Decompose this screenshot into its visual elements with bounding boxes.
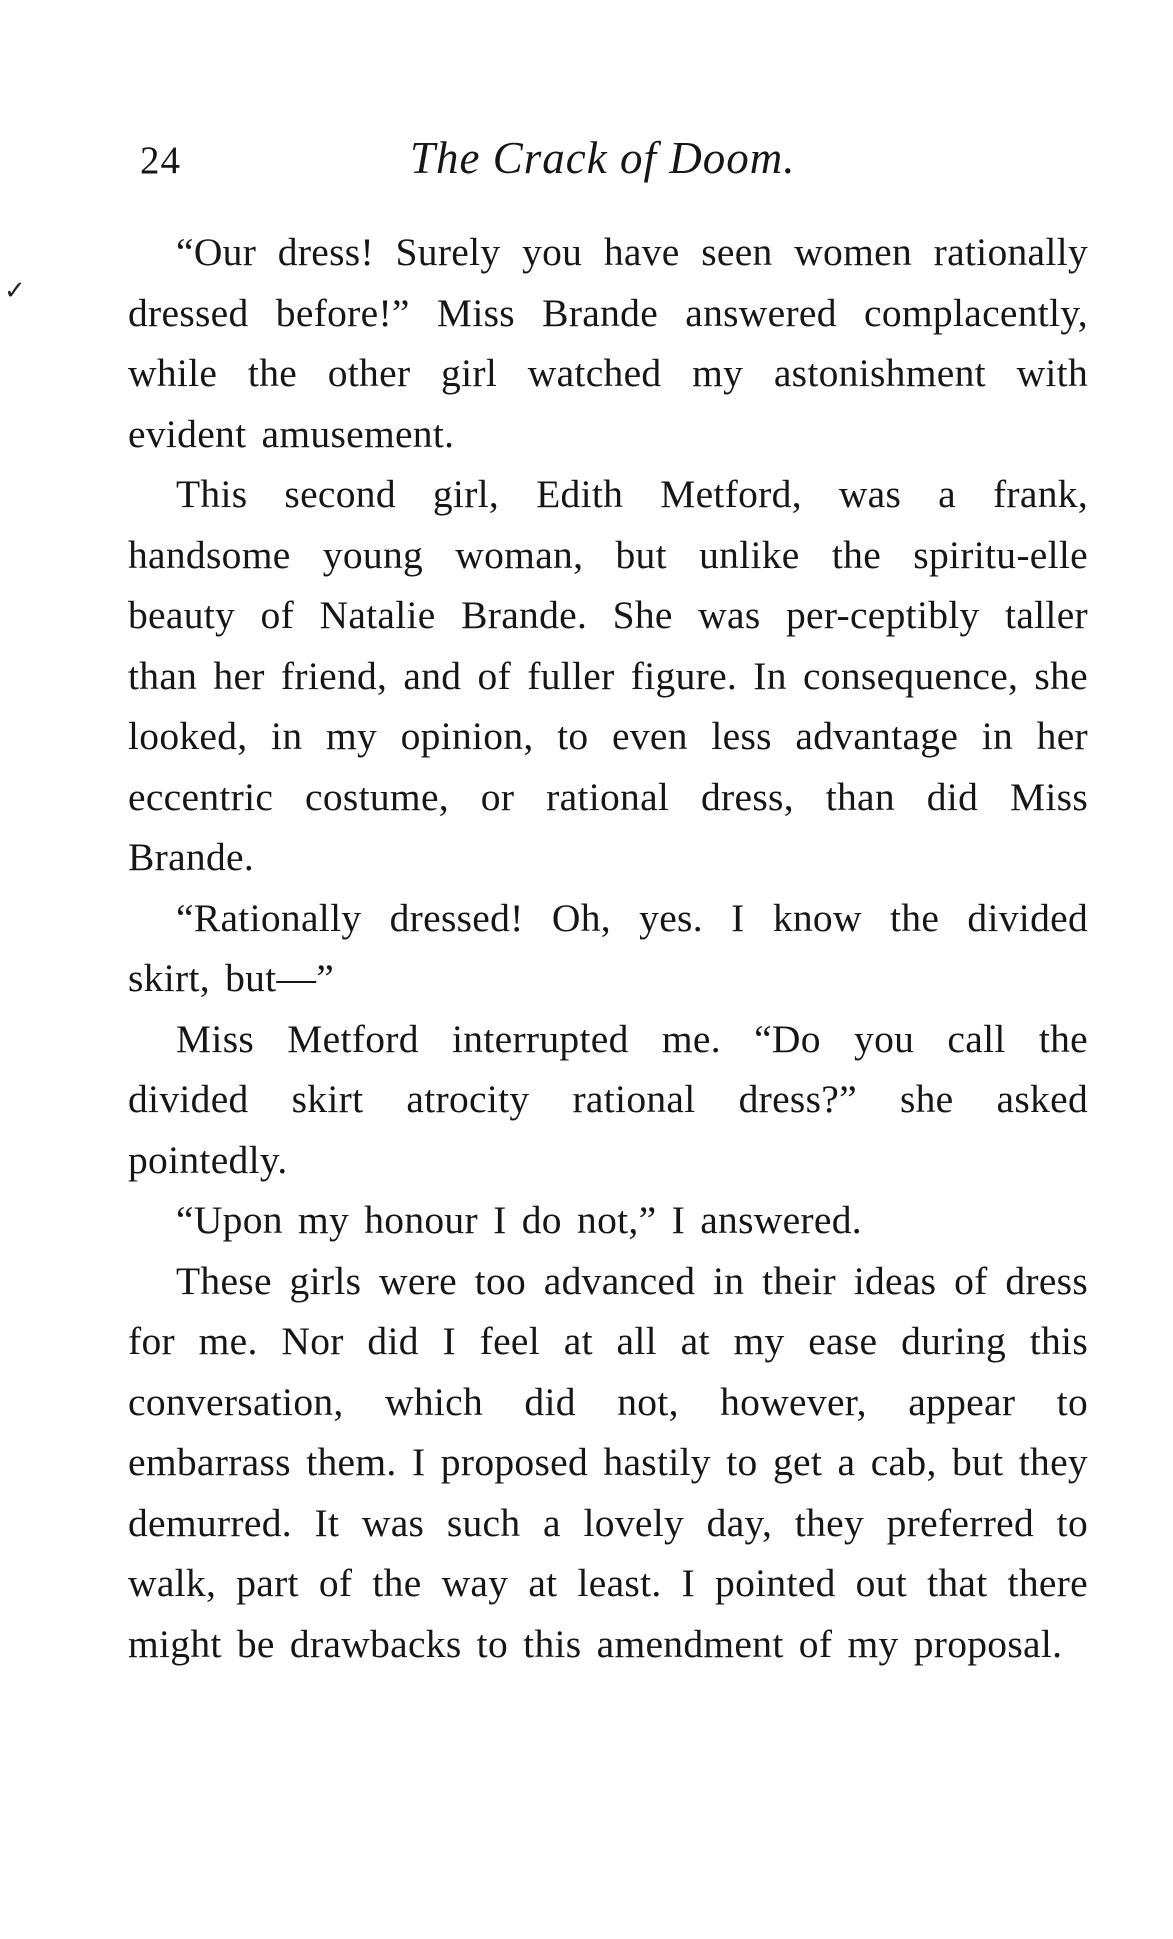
- body-text: [128, 222, 1088, 1674]
- paragraph-5: “Upon my honour I do not,” I answered.: [176, 1198, 862, 1242]
- running-title: The Crack of Doom.: [410, 133, 796, 183]
- paragraph-3: “Rationally dressed! Oh, yes. I know the divided skirt, but—”: [128, 895, 1088, 1000]
- margin-checkmark-icon: ✓: [4, 276, 26, 306]
- page-number: 24: [140, 139, 181, 182]
- paragraph-6: These girls were too advanced in their ideas of dress for me. Nor did I feel at all at my ease during this conversation, which did not, however, appear to embarrass them. I proposed hastily to get a cab, but they demurred. It was such a lovely day, they preferred to walk, part of the way at least. I pointed out that there might be drawbacks to this amendment of my proposal.: [128, 1258, 1088, 1666]
- page-header: [140, 128, 1050, 188]
- paragraph-1: “Our dress! Surely you have seen women rationally dressed before!” Miss Brande answered complacently, while the other girl watched my astonishment with evident amusement.: [128, 230, 1088, 456]
- paragraph-4: Miss Metford interrupted me. “Do you call the divided skirt atrocity rational dress?” she asked pointedly.: [128, 1016, 1088, 1182]
- paragraph-2: This second girl, Edith Metford, was a frank, handsome young woman, but unlike the spiritu-elle beauty of Natalie Brande. She was per-ceptibly taller than her friend, and of fuller figure. In consequence, she looked, in my opinion, to even less advantage in her eccentric costume, or rational dress, than did Miss Brande.: [128, 472, 1088, 879]
